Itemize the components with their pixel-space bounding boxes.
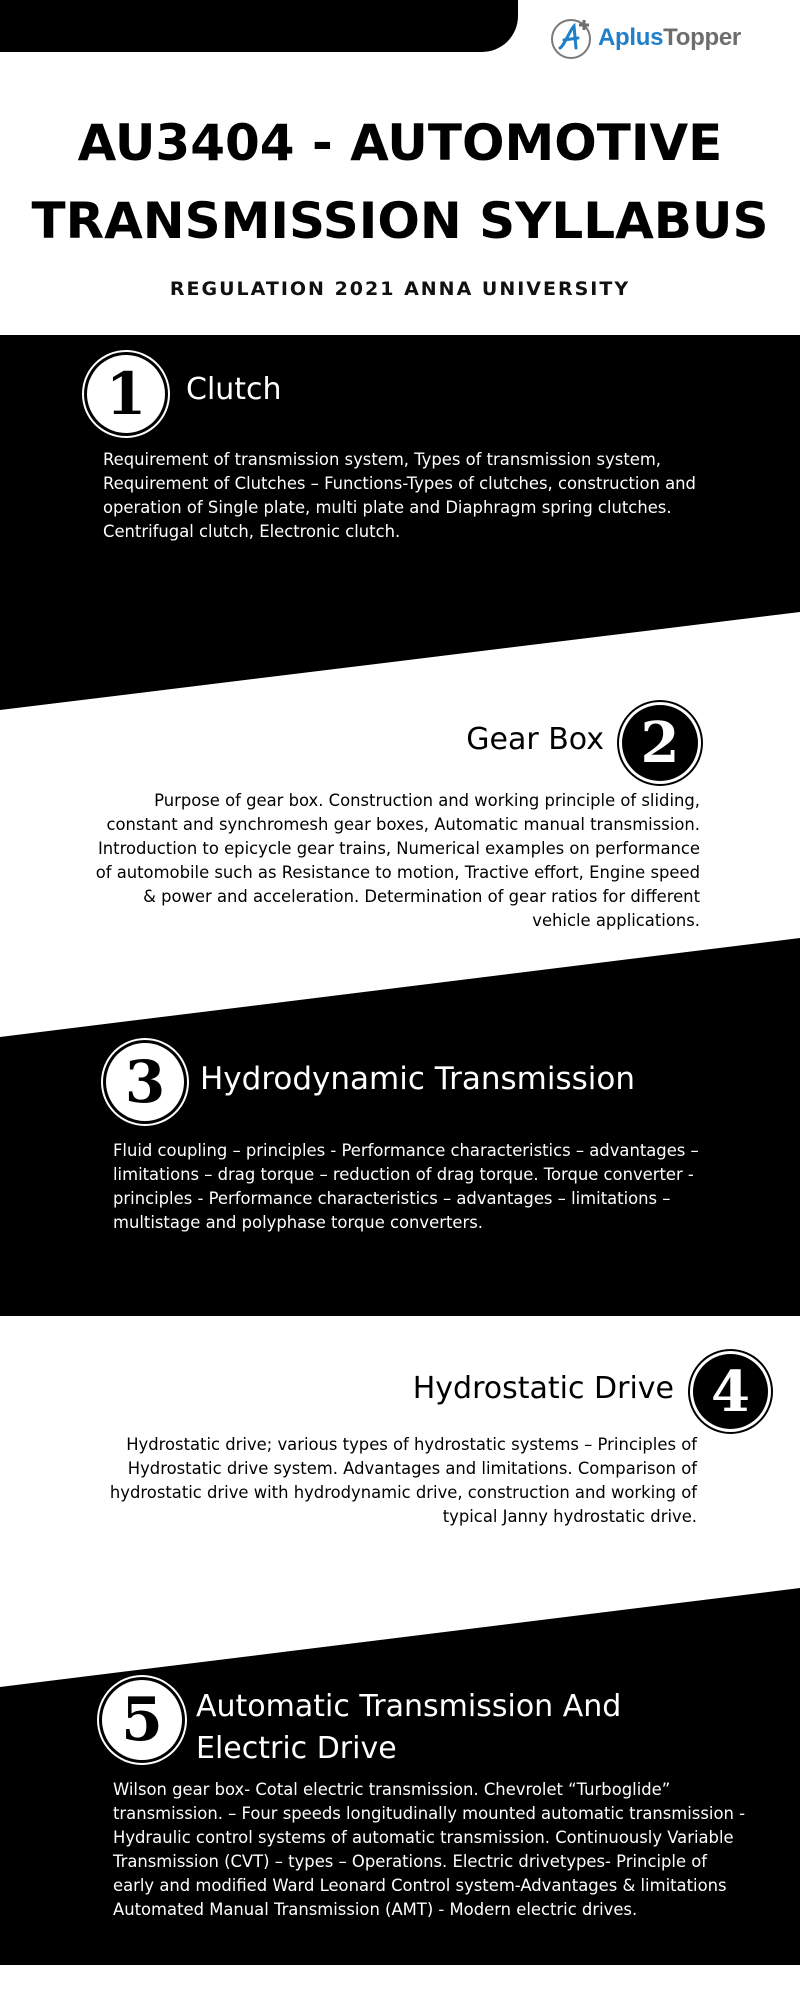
badge-number: 1 [105,360,147,428]
logo-text [598,24,741,52]
title-line-1: AU3404 - AUTOMOTIVE [77,114,723,172]
section-title: Clutch [186,372,282,407]
section-title-line-2: Electric Drive [196,1731,397,1766]
section-body: Fluid coupling – principles - Performance characteristics – advantages – limitations – drag torque – reduction of drag torque. Torque converter - principles - Performance characteristics – advantages – limitations – multistage and polyphase torque converters. [113,1141,699,1232]
section-title [196,1686,621,1770]
aplustopper-logo[interactable] [550,14,741,62]
section-body: Wilson gear box- Cotal electric transmission. Chevrolet “Turboglide” transmission. – Four speeds longitudinally mounted automatic transmission -Hydraulic control systems of automatic transmission. Continuously Variable Transmission (CVT) – types – Operations. Electric drivetypes- Principle of early and modified Ward Leonard Control system-Advantages & limitations Automated Manual Transmission (AMT) - Modern electric drives. [113,1780,745,1919]
page-title [0,104,800,260]
section-title: Hydrostatic Drive [412,1371,674,1406]
section-title-line-1: Automatic Transmission And [196,1689,622,1724]
page-subtitle: REGULATION 2021 ANNA UNIVERSITY [169,278,631,300]
title-line-2: TRANSMISSION SYLLABUS [31,192,769,250]
header-black-tab [0,0,518,52]
badge-number: 2 [640,710,680,776]
badge-number: 5 [121,1685,163,1755]
number-2-badge-icon [622,705,698,781]
number-5-badge-icon [102,1680,182,1760]
section-body: Requirement of transmission system, Types of transmission system, Requirement of Clutches – Functions-Types of clutches, construction and operation of Single plate, multi plate and Diaphragm spring clutches. Centrifugal clutch, Electronic clutch. [103,450,696,541]
number-3-badge-icon [106,1043,184,1121]
logo-text-secondary: Topper [663,24,741,51]
section-body: Purpose of gear box. Construction and working principle of sliding, constant and synchromesh gear boxes, Automatic manual transmission. Introduction to epicycle gear trains, Numerical examples on performance of automobile such as Resistance to motion, Tractive effort, Engine speed & power and acceleration. Determination of gear ratios for different vehicle applications. [95,791,700,930]
aplus-circle-logo-icon [550,16,594,60]
number-1-badge-icon [87,355,165,433]
section-title: Gear Box [466,722,604,757]
section-title: Hydrodynamic Transmission [200,1061,635,1097]
logo-text-primary: Aplus [598,24,664,51]
badge-number: 3 [124,1048,166,1116]
section-3-background [0,938,800,1316]
section-body: Hydrostatic drive; various types of hydrostatic systems – Principles of Hydrostatic drive system. Advantages and limitations. Comparison of hydrostatic drive with hydrodynamic drive, construction and working of typical Janny hydrostatic drive. [109,1435,697,1526]
number-4-badge-icon [693,1354,768,1429]
badge-number: 4 [711,1358,750,1425]
